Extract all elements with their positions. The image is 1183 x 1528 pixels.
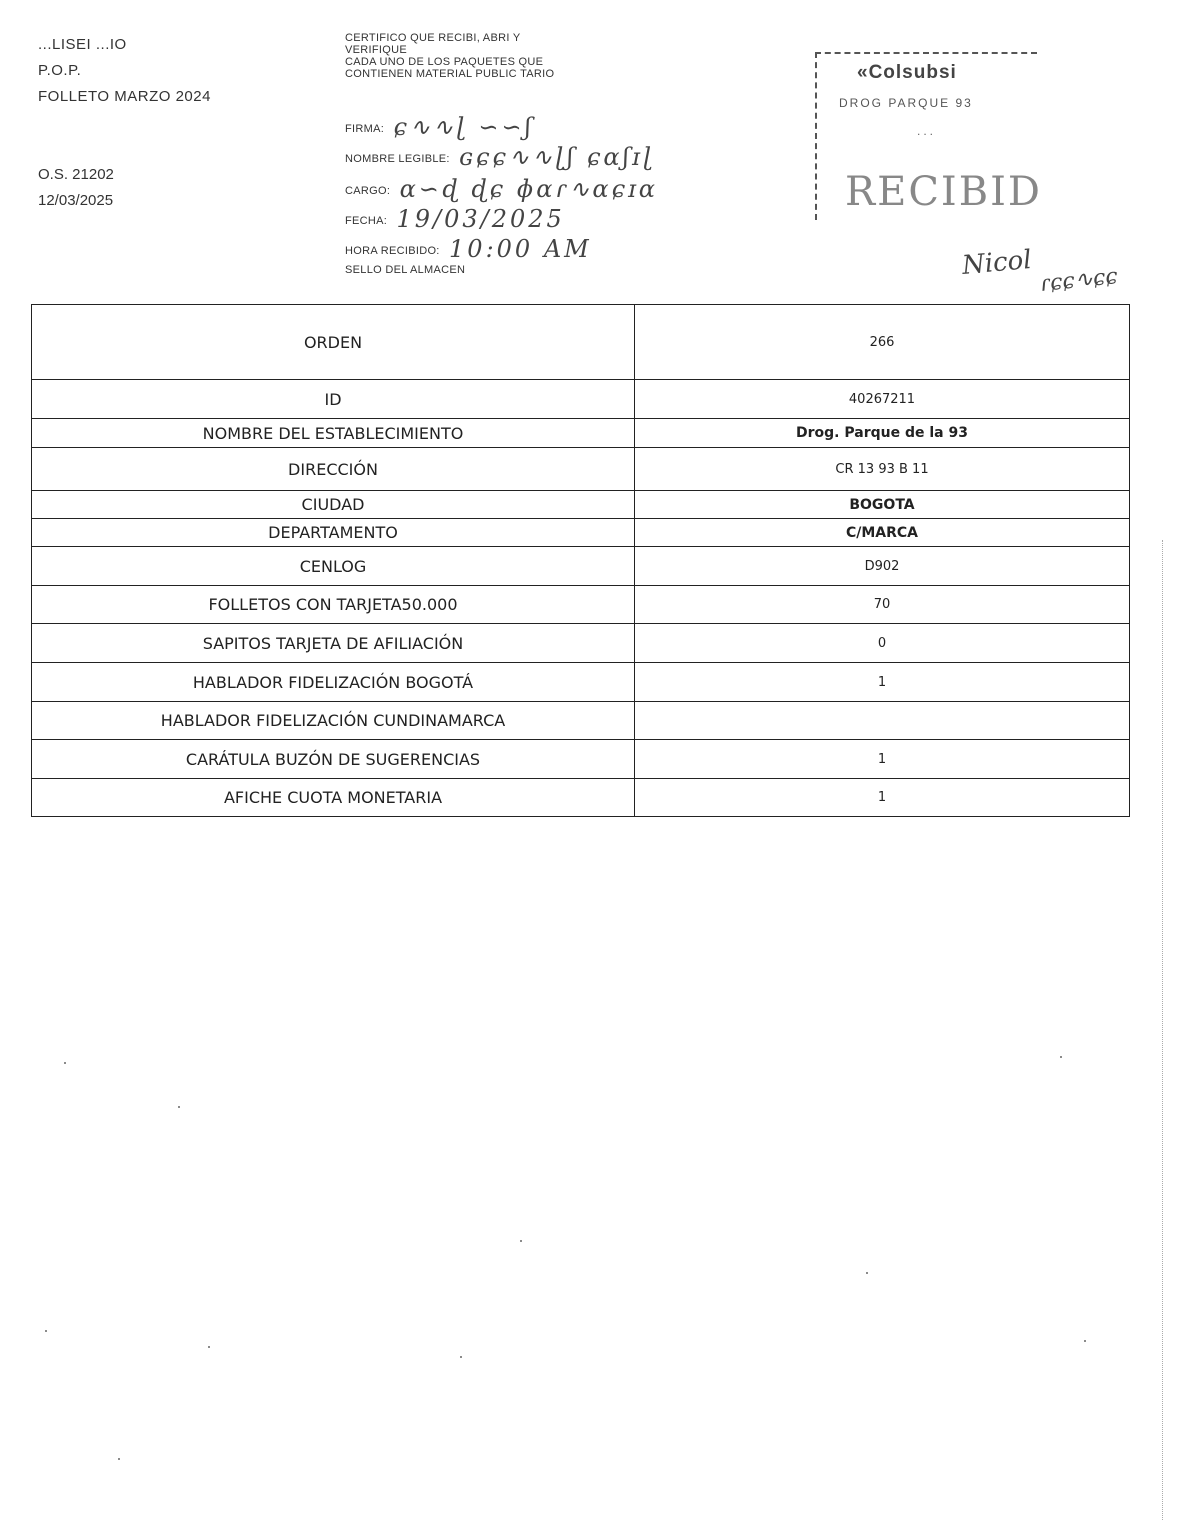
stamp-logo: «Colsubsi [857, 62, 957, 83]
row-label: DEPARTAMENTO [32, 519, 635, 547]
nombre-handwriting: ɢɕɕ∿∿ɭʃ ɕɑʃɪɭ [459, 143, 655, 171]
hora-value: 10:00 AM [449, 235, 592, 263]
table-row [32, 586, 1130, 624]
row-label: HABLADOR FIDELIZACIÓN BOGOTÁ [32, 663, 635, 702]
scan-speck [45, 1330, 47, 1332]
fecha-field [345, 202, 565, 233]
table-row [32, 305, 1130, 380]
scan-speck [866, 1272, 868, 1274]
row-value: 266 [635, 305, 1130, 380]
hora-label: HORA RECIBIDO: [345, 245, 440, 257]
handwritten-note-2: ɾɕɕ∿ɕɕ [1038, 264, 1119, 297]
row-value: Drog. Parque de la 93 [635, 419, 1130, 448]
row-label: SAPITOS TARJETA DE AFILIACIÓN [32, 624, 635, 663]
fecha-value: 19/03/2025 [396, 205, 565, 233]
scan-speck [1060, 1056, 1062, 1058]
fecha-label: FECHA: [345, 215, 388, 227]
row-value: C/MARCA [635, 519, 1130, 547]
row-value: 1 [635, 663, 1130, 702]
table-row [32, 779, 1130, 817]
header-line-1: ...LISEI ...IO [38, 36, 127, 53]
scan-edge [1162, 540, 1164, 1520]
order-service-block [38, 162, 114, 214]
stamp-received: RECIBID [845, 169, 1042, 215]
scan-speck [178, 1106, 180, 1108]
scan-speck [1084, 1340, 1086, 1342]
reception-stamp [815, 52, 1042, 220]
table-row [32, 663, 1130, 702]
os-date: 12/03/2025 [38, 192, 114, 209]
cargo-field [345, 172, 658, 203]
table-row [32, 448, 1130, 491]
row-label: DIRECCIÓN [32, 448, 635, 491]
header-left [38, 32, 211, 110]
row-label: FOLLETOS CON TARJETA50.000 [32, 586, 635, 624]
scan-speck [208, 1346, 210, 1348]
table-row [32, 519, 1130, 547]
row-label: NOMBRE DEL ESTABLECIMIENTO [32, 419, 635, 448]
table-row [32, 624, 1130, 663]
row-label: ORDEN [32, 305, 635, 380]
stamp-date: ... [917, 124, 937, 138]
nombre-label: NOMBRE LEGIBLE: [345, 153, 450, 165]
os-number: O.S. 21202 [38, 166, 114, 183]
cargo-label: CARGO: [345, 185, 391, 197]
colsubsidio-logo-icon: « [857, 62, 869, 83]
certificate-line: CONTIENEN MATERIAL PUBLIC TARIO [345, 68, 555, 80]
row-value: 0 [635, 624, 1130, 663]
handwritten-note-1: Nicol [960, 245, 1033, 281]
row-value [635, 702, 1130, 740]
row-label: CIUDAD [32, 491, 635, 519]
scan-speck [64, 1062, 66, 1064]
row-value: CR 13 93 B 11 [635, 448, 1130, 491]
table-row [32, 419, 1130, 448]
row-label: CENLOG [32, 547, 635, 586]
order-table [31, 304, 1130, 817]
hora-field [345, 232, 592, 263]
scan-speck [460, 1356, 462, 1358]
certificate-line: VERIFIQUE [345, 44, 407, 56]
nombre-field [345, 140, 655, 171]
header-line-2: P.O.P. [38, 62, 82, 79]
certificate-line: CERTIFICO QUE RECIBI, ABRI Y [345, 32, 521, 44]
row-value: 1 [635, 740, 1130, 779]
stamp-branch: DROG PARQUE 93 [839, 96, 973, 110]
table-row [32, 491, 1130, 519]
table-row [32, 740, 1130, 779]
row-value: D902 [635, 547, 1130, 586]
scan-speck [520, 1240, 522, 1242]
header-line-3: FOLLETO MARZO 2024 [38, 88, 211, 105]
firma-label: FIRMA: [345, 123, 385, 135]
scan-speck [118, 1458, 120, 1460]
row-label: ID [32, 380, 635, 419]
table-row [32, 702, 1130, 740]
row-value: BOGOTA [635, 491, 1130, 519]
row-value: 70 [635, 586, 1130, 624]
certificate-line: CADA UNO DE LOS PAQUETES QUE [345, 56, 544, 68]
cargo-handwriting: ɑ∽ɖ ɖɕ ɸɑɾ∿ɑɕɪɑ [399, 175, 658, 203]
row-value: 1 [635, 779, 1130, 817]
row-label: HABLADOR FIDELIZACIÓN CUNDINAMARCA [32, 702, 635, 740]
row-label: CARÁTULA BUZÓN DE SUGERENCIAS [32, 740, 635, 779]
row-label: AFICHE CUOTA MONETARIA [32, 779, 635, 817]
sello-label: SELLO DEL ALMACEN [345, 264, 466, 276]
firma-field [345, 110, 535, 141]
firma-signature: ɕ∿∿ɭ ∽∽ʃ [393, 113, 535, 141]
table-row [32, 380, 1130, 419]
row-value: 40267211 [635, 380, 1130, 419]
table-row [32, 547, 1130, 586]
certificate-text [345, 32, 554, 80]
